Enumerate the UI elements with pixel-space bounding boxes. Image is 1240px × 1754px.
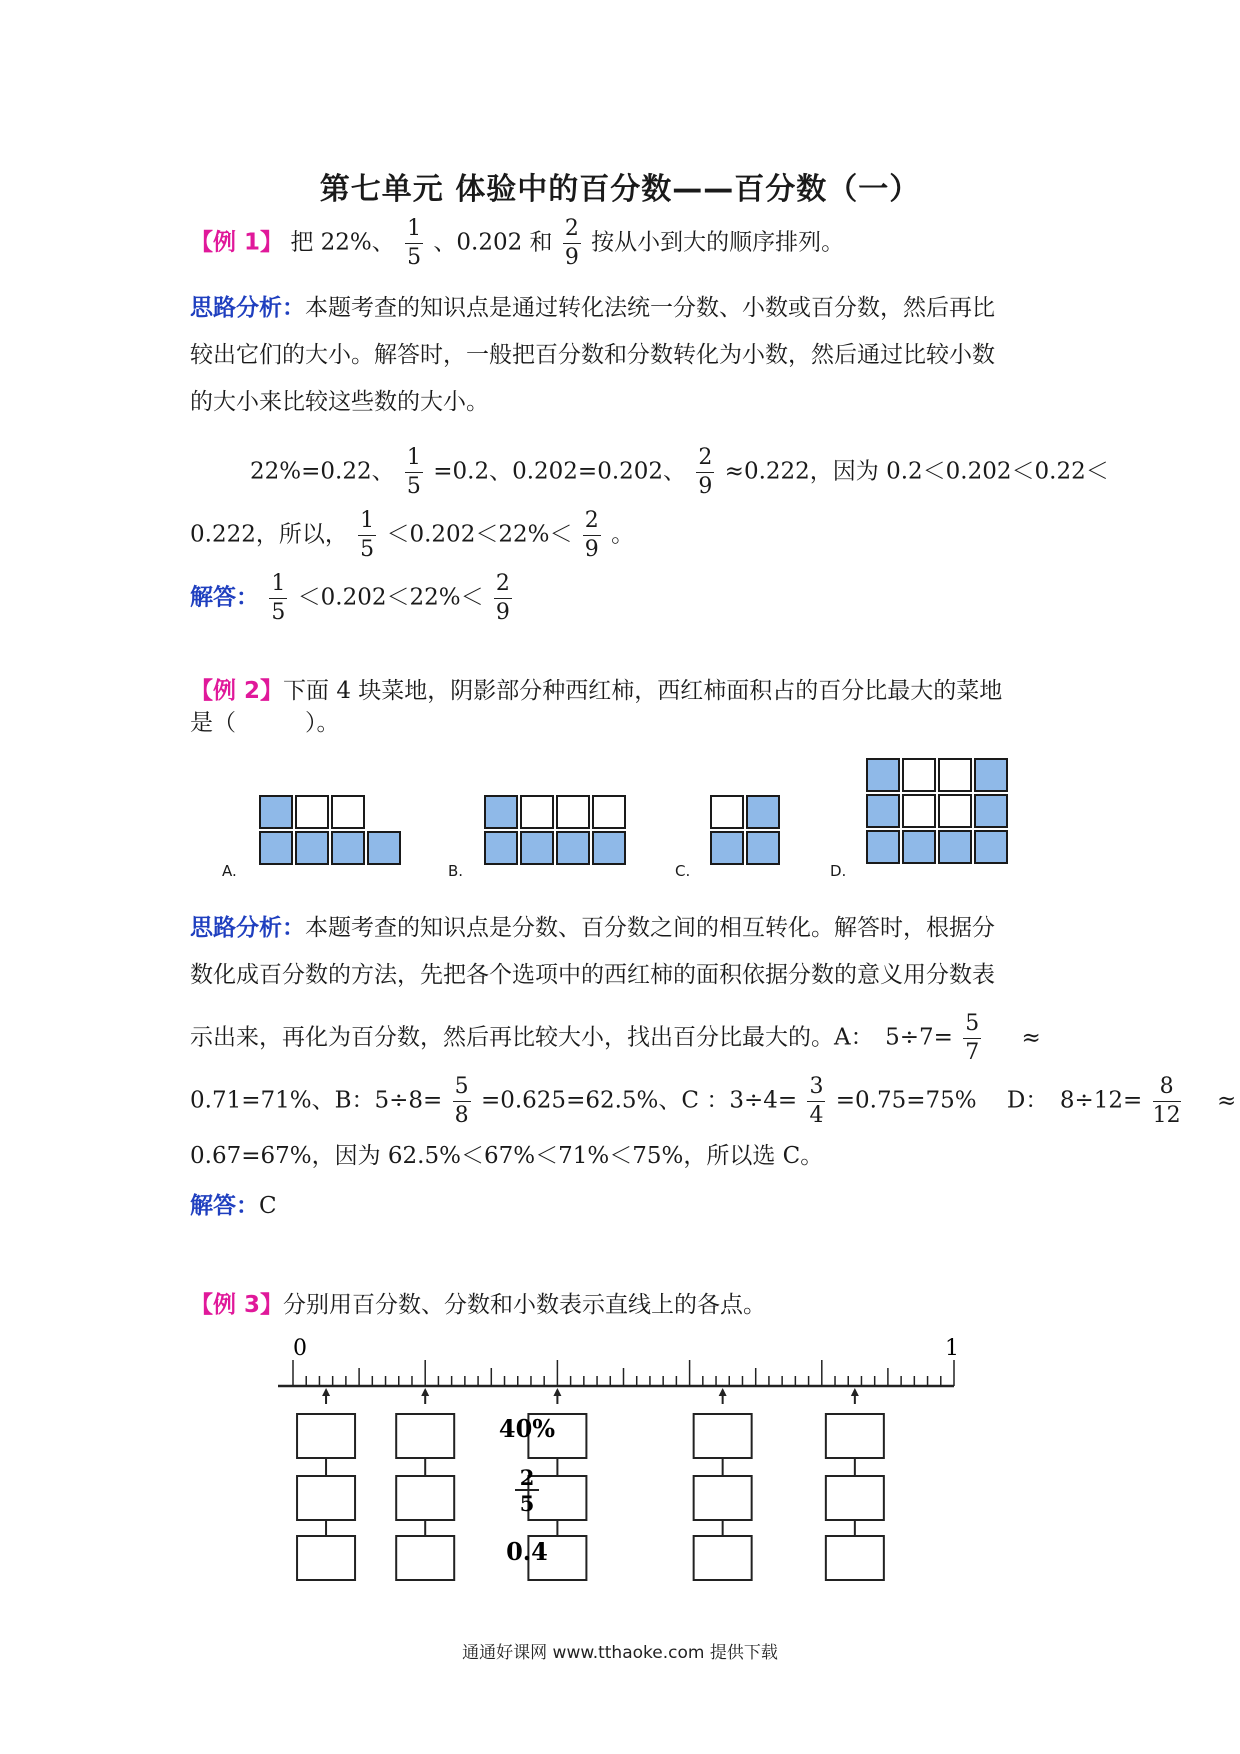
fraction: $\frac{2}{9}$ — [584, 508, 599, 562]
answer-label: 解答： — [190, 584, 259, 611]
plot-b-label: B. — [448, 862, 464, 880]
ex2-analysis-line2: 数化成百分数的方法，先把各个选项中的西红柿的面积依据分数的意义用分数表 — [190, 962, 995, 988]
ex1-question: 【例 1】 把 22%、 $\frac{1}{5}$ 、0.202 和 $\frac{2}{9}$ 按从小到大的顺序排列。 — [190, 216, 845, 270]
footer: 通通好课网 www.tthaoke.com 提供下载 — [462, 1643, 778, 1663]
plot-c-label: C. — [675, 862, 691, 880]
page-title: 第七单元 体验中的百分数——百分数（一） — [319, 172, 921, 207]
ex1-tag: 【例 1】 — [190, 229, 284, 256]
arrow-head — [553, 1388, 561, 1396]
ex2-analysis-line4: 0.71=71%、B：5÷8= $\frac{5}{8}$ =0.625=62.5%、C ：3÷4= $\frac{3}{4}$ =0.75=75% D： 8÷12= $\frac{8}{12}$ ≈ — [190, 1074, 1237, 1128]
plot-a-label: A. — [222, 862, 237, 880]
fraction: $\frac{8}{12}$ — [1152, 1074, 1181, 1128]
ex1-calc-line1: 22%=0.22、 $\frac{1}{5}$ =0.2、0.202=0.202、 $\frac{2}{9}$ ≈0.222，因为 0.2＜0.202＜0.22＜ — [250, 445, 1109, 499]
answer-box — [297, 1536, 355, 1580]
answer-box — [396, 1414, 454, 1458]
fraction: $\frac{2}{9}$ — [698, 445, 713, 499]
fraction: $\frac{3}{4}$ — [809, 1074, 824, 1128]
fraction: $\frac{1}{5}$ — [406, 445, 421, 499]
plot-d-label: D. — [830, 862, 847, 880]
arrow-head — [851, 1388, 859, 1396]
answer-box — [694, 1536, 752, 1580]
answer-box — [694, 1476, 752, 1520]
ex1-analysis-line3: 的大小来比较这些数的大小。 — [190, 389, 489, 415]
answer-box — [396, 1476, 454, 1520]
ex2-analysis-line3: 示出来，再化为百分数，然后再比较大小，找出百分比最大的。A： 5÷7= $\frac{5}{7}$ ≈ — [190, 1011, 1041, 1065]
ex2-question-line2: 是（ ）。 — [190, 710, 340, 736]
analysis-label: 思路分析： — [190, 295, 305, 321]
answer-columns — [297, 1388, 884, 1580]
fraction: $\frac{5}{7}$ — [965, 1011, 980, 1065]
ex3-tag: 【例 3】 — [190, 1292, 284, 1318]
ex1-calc-line2: 0.222，所以， $\frac{1}{5}$ ＜0.202＜22%＜ $\frac{2}{9}$ 。 — [190, 508, 635, 562]
given-percent: 40% — [498, 1414, 556, 1443]
analysis-label: 思路分析： — [190, 915, 305, 941]
answer-box — [694, 1414, 752, 1458]
answer-box — [826, 1476, 884, 1520]
tick-marks — [293, 1360, 954, 1386]
arrow-head — [719, 1388, 727, 1396]
ex2-answer: 解答：C — [190, 1193, 277, 1219]
one-label: 1 — [945, 1336, 959, 1361]
fraction: $\frac{1}{5}$ — [271, 571, 286, 625]
fraction: $\frac{5}{8}$ — [454, 1074, 469, 1128]
ex2-analysis-line1: 思路分析：本题考查的知识点是分数、百分数之间的相互转化。解答时，根据分 — [190, 915, 995, 941]
given-fraction-numerator: 2 — [519, 1465, 535, 1490]
fraction: $\frac{1}{5}$ — [407, 216, 422, 270]
ex2-analysis-line5: 0.67=67%，因为 62.5%＜67%＜71%＜75%，所以选 C。 — [190, 1143, 824, 1169]
ex1-analysis-line2: 较出它们的大小。解答时，一般把百分数和分数转化为小数，然后通过比较小数 — [190, 342, 995, 368]
answer-box — [826, 1536, 884, 1580]
ex2-question-line1: 【例 2】下面 4 块菜地，阴影部分种西红柿，西红柿面积占的百分比最大的菜地 — [190, 678, 1003, 704]
given-answer-box — [528, 1476, 586, 1520]
ex3-question: 【例 3】分别用百分数、分数和小数表示直线上的各点。 — [190, 1292, 767, 1318]
zero-label: 0 — [293, 1336, 307, 1361]
ex1-answer: 解答： $\frac{1}{5}$ ＜0.202＜22%＜ $\frac{2}{9}$ — [190, 571, 510, 625]
answer-box — [826, 1414, 884, 1458]
ex2-tag: 【例 2】 — [190, 678, 284, 704]
answer-box — [396, 1536, 454, 1580]
answer-box — [297, 1476, 355, 1520]
ex1-analysis-line1: 思路分析：本题考查的知识点是通过转化法统一分数、小数或百分数，然后再比 — [190, 295, 995, 321]
fraction: $\frac{2}{9}$ — [495, 571, 510, 625]
fraction: $\frac{1}{5}$ — [360, 508, 375, 562]
arrow-head — [322, 1388, 330, 1396]
fraction: $\frac{2}{9}$ — [564, 216, 579, 270]
given-fraction-denominator: 5 — [519, 1491, 535, 1516]
answer-label: 解答： — [190, 1193, 259, 1219]
number-line-diagram — [270, 1330, 970, 1590]
answer-box — [297, 1414, 355, 1458]
arrow-head — [421, 1388, 429, 1396]
given-decimal: 0.4 — [506, 1537, 548, 1566]
